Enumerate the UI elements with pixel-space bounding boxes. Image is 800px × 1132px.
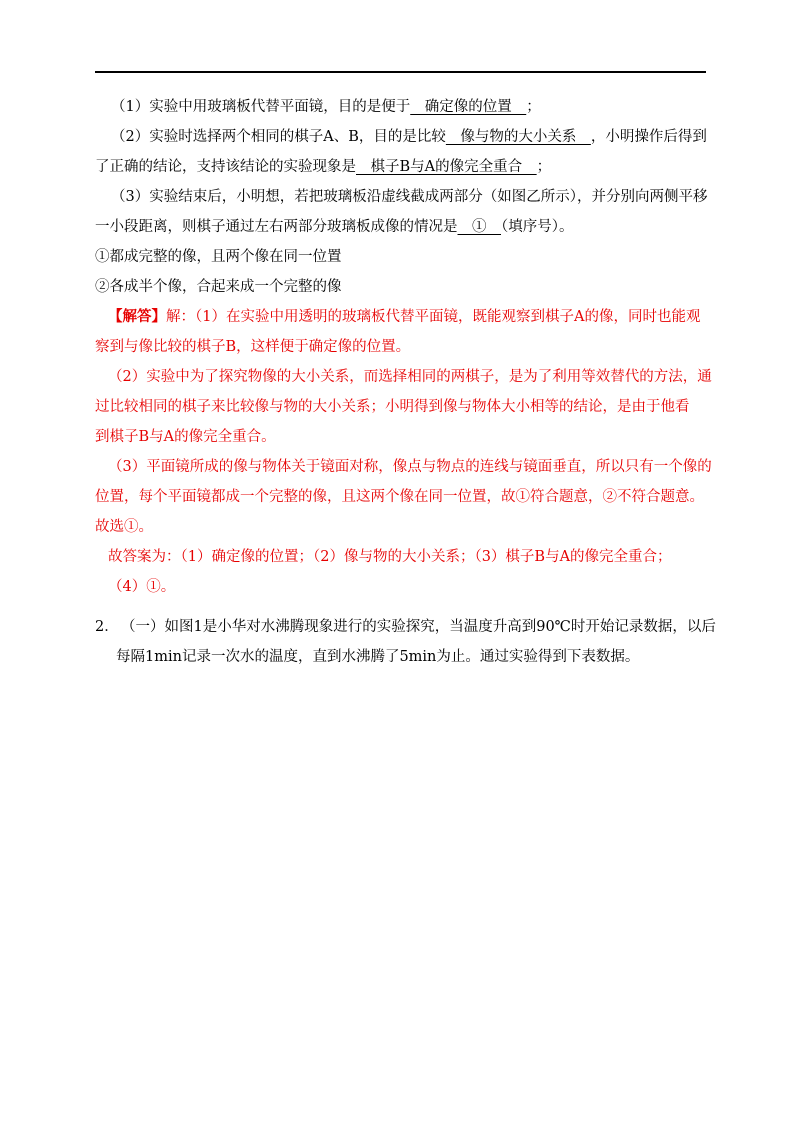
q1-part2-answer-blank: 像与物的大小关系 [445,129,591,145]
answer-line-3: （2）实验中为了探究物像的大小关系，而选择相同的两棋子，是为了利用等效替代的方法，通 [108,369,712,385]
q2-line2: 每隔1min记录一次水的温度，直到水沸腾了5min为止。通过实验得到下表数据。 [116,649,640,665]
question-1-body [95,92,710,602]
answer-text: 解：（1）在实验中用透明的玻璃板代替平面镜，既能观察到棋子A的像，同时也能观 [166,309,701,325]
answer-line-4: 过比较相同的棋子来比较像与物的大小关系；小明得到像与物体大小相等的结论，是由于他看 [95,399,690,415]
q1-part3-answer-blank: ① [457,219,501,235]
q1-part3-text: 一小段距离，则棋子通过左右两部分玻璃板成像的情况是 [95,219,458,235]
answer-line-9: 故答案为：（1）确定像的位置；（2）像与物的大小关系；（3）棋子B与A的像完全重合； [108,549,672,565]
q1-part3-line1: （3）实验结束后，小明想，若把玻璃板沿虚线截成两部分（如图乙所示），并分别向两侧平移 [111,189,708,205]
answer-line-5: 到棋子B与A的像完全重合。 [95,429,276,445]
answer-line-7: 位置，每个平面镜都成一个完整的像，且这两个像在同一位置，故①符合题意，②不符合题意。 [95,489,704,505]
q1-part1-suffix: ； [526,99,541,115]
option-1: ①都成完整的像，且两个像在同一位置 [95,249,342,265]
question-2 [95,612,716,672]
q1-part3-suffix: （填序号）。 [501,219,574,235]
q1-part2-line1 [95,122,710,152]
answer-line-8: 故选①。 [95,519,153,535]
q1-part1-text: （1）实验中用玻璃板代替平面镜，目的是便于 [111,99,411,115]
q1-part3-line2 [95,212,710,242]
q1-part1 [95,92,710,122]
header-rule [95,71,706,73]
answer-line-10: （4）①。 [108,579,176,595]
answer-line-2: 察到与像比较的棋子B，这样便于确定像的位置。 [95,339,411,355]
q1-part2-text: （2）实验时选择两个相同的棋子A、B，目的是比较 [111,129,446,145]
q1-part2-line2 [95,152,710,182]
q1-part1-answer-blank: 确定像的位置 [410,99,527,115]
q1-part2-suffix: ，小明操作后得到 [590,129,707,145]
q1-part2b-suffix: ； [536,159,552,175]
answer-label: 【解答】 [108,308,166,325]
q2-line1 [95,612,716,642]
q2-text: （一）如图1是小华对水沸腾现象进行的实验探究，当温度升高到90℃时开始记录数据，以后 [121,619,716,635]
answer-line-6: （3）平面镜所成的像与物体关于镜面对称，像点与物点的连线与镜面垂直，所以只有一个像的 [108,459,712,475]
answer-block [95,302,710,602]
q1-part2b-answer-blank: 棋子B与A的像完全重合 [356,159,537,175]
option-2: ②各成半个像，合起来成一个完整的像 [95,279,342,295]
q1-part2b-text: 了正确的结论，支持该结论的实验现象是 [95,159,356,175]
answer-line-1 [95,302,710,332]
q2-number: 2． [95,619,119,635]
